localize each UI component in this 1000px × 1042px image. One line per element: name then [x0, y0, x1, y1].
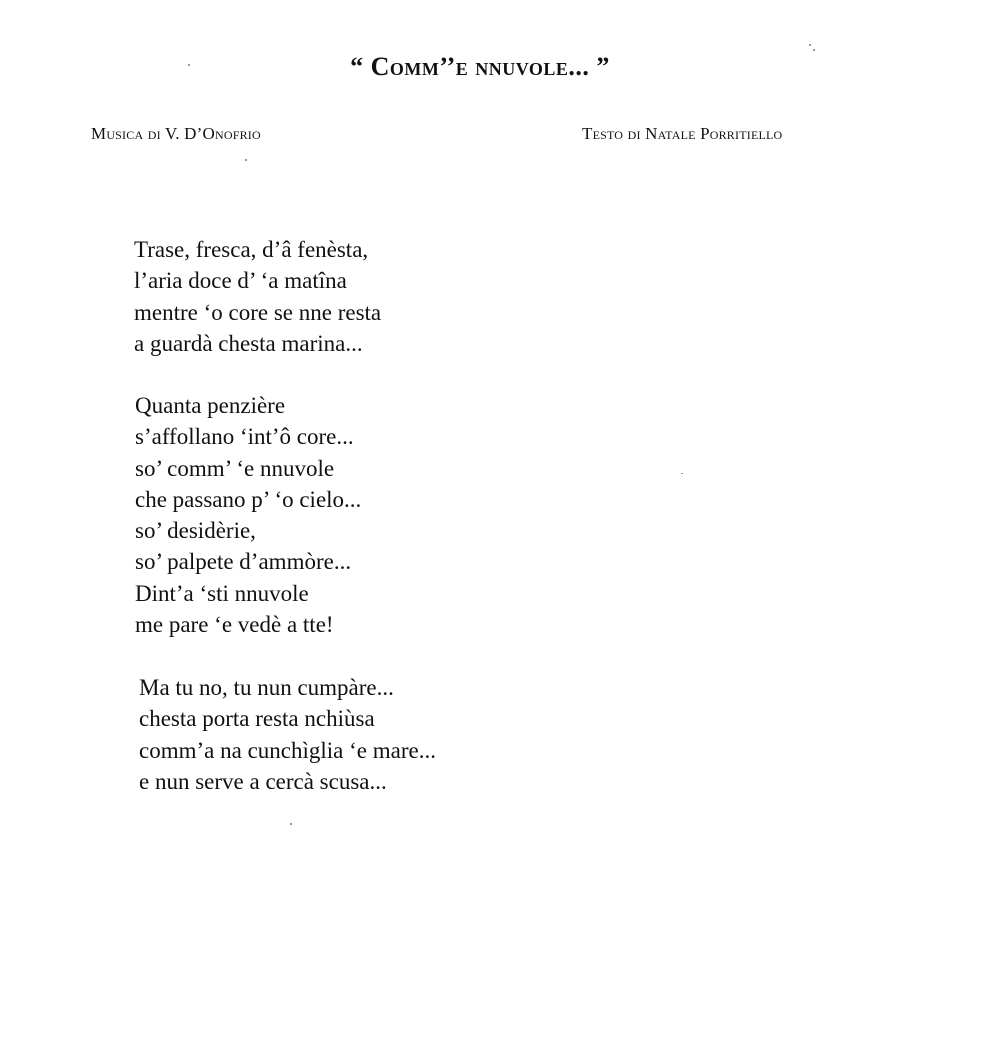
stanza-3 — [139, 672, 436, 797]
lyric-line: Trase, fresca, d’â fenèsta, — [134, 237, 369, 262]
scan-speck — [290, 823, 292, 825]
lyric-line: e nun serve a cercà scusa... — [139, 768, 387, 794]
lyric-line: mentre ‘o core se nne resta — [134, 299, 382, 325]
lyric-line: l’aria doce d’ ‘a matîna — [134, 268, 347, 294]
lyric-line: a guardà chesta marina... — [134, 330, 363, 356]
lyric-line: s’affollano ‘int’ô core... — [135, 424, 354, 450]
music-credit: Musica di V. D’Onofrio — [91, 124, 261, 143]
lyric-line: Quanta penzière — [135, 393, 286, 418]
stanza-1 — [134, 234, 381, 359]
lyric-line: che passano p’ ‘o cielo... — [135, 486, 362, 512]
scan-speck — [188, 64, 190, 66]
song-title: “ Comm’’e nnuvole... ” — [350, 52, 610, 81]
lyric-line: so’ comm’ ‘e nnuvole — [135, 455, 335, 481]
stanza-2 — [135, 390, 361, 640]
lyrics-credit: Testo di Natale Porritiello — [582, 124, 783, 143]
scan-speck — [245, 159, 247, 161]
lyric-line: comm’a na cunchìglia ‘e mare... — [139, 737, 436, 763]
scan-speck — [813, 49, 815, 51]
lyric-line: Ma tu no, tu nun cumpàre... — [139, 675, 394, 700]
lyric-line: chesta porta resta nchiùsa — [139, 706, 375, 732]
scan-speck — [681, 473, 683, 474]
lyric-line: Dint’a ‘sti nnuvole — [135, 580, 309, 606]
lyric-line: so’ palpete d’ammòre... — [135, 549, 352, 575]
scan-speck — [809, 44, 811, 46]
lyric-line: me pare ‘e vedè a tte! — [135, 612, 334, 638]
lyric-line: so’ desidèrie, — [135, 518, 256, 544]
